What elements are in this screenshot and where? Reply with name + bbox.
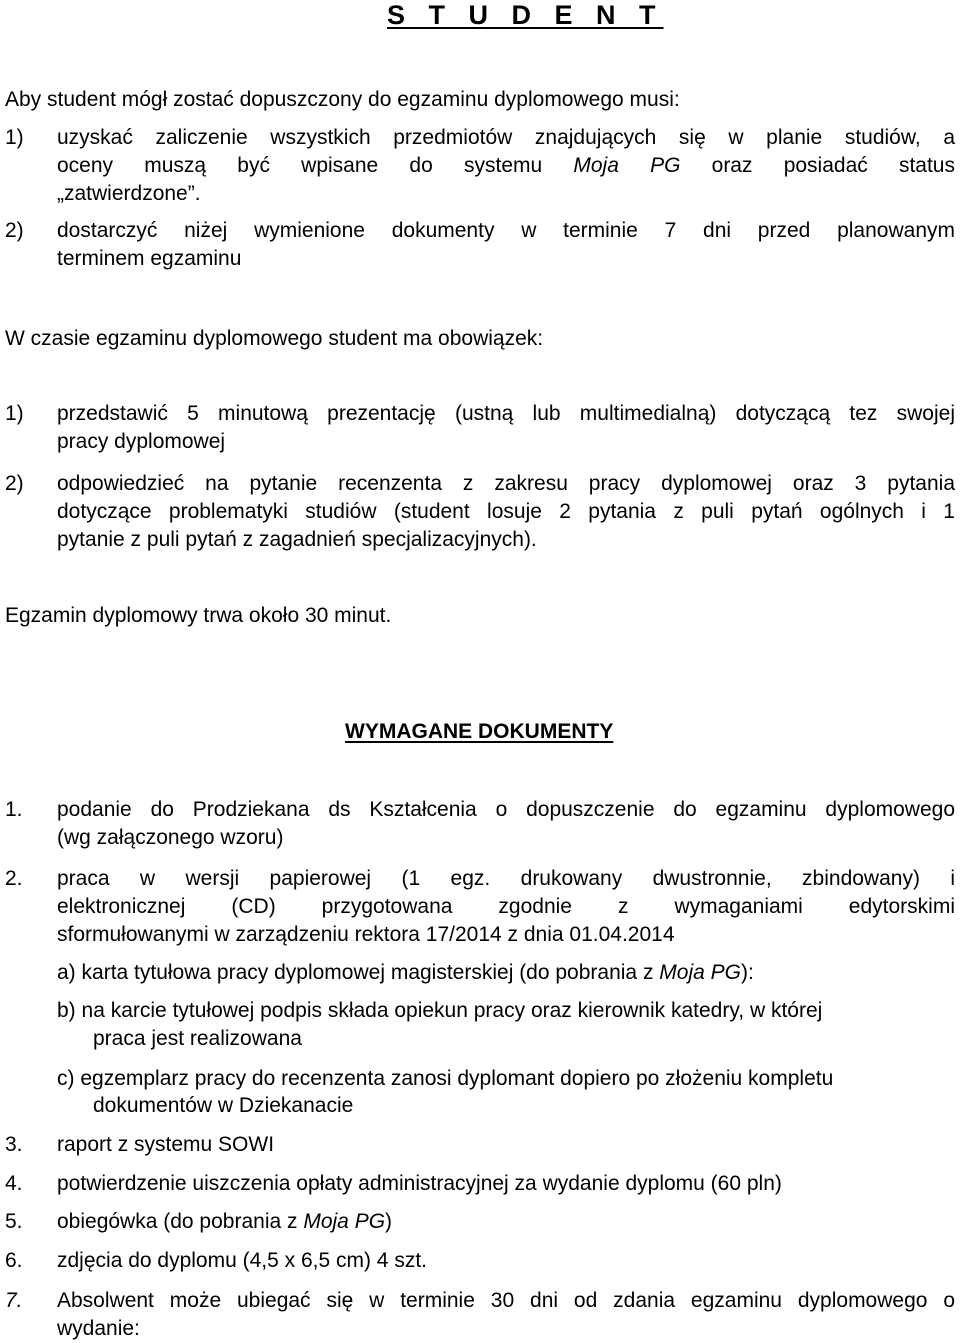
document-6: zdjęcia do dyplomu (4,5 x 6,5 cm) 4 szt. [57,1249,427,1272]
duty-1-line-2: pracy dyplomowej [57,430,226,453]
requirement-1-line-2: oceny muszą być wpisane do systemu Moja PG oraz posiadać status [57,154,955,177]
document-1-line-1: podanie do Prodziekana ds Kształcenia o dopuszczenie do egzaminu dyplomowego [57,798,955,821]
document-2-number: 2. [5,867,23,890]
document-6-number: 6. [5,1249,23,1272]
exam-duration: Egzamin dyplomowy trwa około 30 minut. [5,604,392,627]
document-1 [57,796,955,852]
duty-1 [57,400,955,456]
document-2-line-2: elektronicznej (CD) przygotowana zgodnie z wymaganiami edytorskimi [57,895,955,918]
document-2-sub-b-label-line: b) na karcie tytułowej podpis składa opiekun pracy oraz kierownik katedry, w której [57,999,823,1022]
required-documents-heading: WYMAGANE DOKUMENTY [345,720,614,743]
document-5: obiegówka (do pobrania z Moja PG) [57,1210,393,1233]
document-7-line-2: wydanie: [57,1317,140,1340]
duties-intro: W czasie egzaminu dyplomowego student ma obowiązek: [5,327,544,350]
duty-2 [57,470,955,554]
duty-1-number: 1) [5,402,24,425]
duty-1-line-1: przedstawić 5 minutową prezentację (ustną lub multimedialną) dotyczącą tez swojej [57,402,955,425]
document-4-number: 4. [5,1172,23,1195]
document-7-number: 7. [5,1289,23,1312]
duty-2-line-3: pytanie z puli pytań z zagadnień specjalizacyjnych). [57,528,537,551]
requirement-1-number: 1) [5,126,24,149]
document-1-number: 1. [5,798,23,821]
document-2-sub-c-label-line: c) egzemplarz pracy do recenzenta zanosi dyplomant dopiero po złożeniu kompletu [57,1067,834,1090]
duty-2-line-2: dotyczące problematyki studiów (student losuje 2 pytania z puli pytań ogólnych i 1 [57,500,955,523]
document-5-number: 5. [5,1210,23,1233]
document-2 [57,865,955,949]
duty-2-line-1: odpowiedzieć na pytanie recenzenta z zakresu pracy dyplomowej oraz 3 pytania [57,472,955,495]
duty-2-number: 2) [5,472,24,495]
requirement-2-number: 2) [5,219,24,242]
requirement-2-line-1: dostarczyć niżej wymienione dokumenty w terminie 7 dni przed planowanym [57,219,955,242]
requirement-2 [57,217,955,273]
document-2-line-1: praca w wersji papierowej (1 egz. drukowany dwustronnie, zbindowany) i [57,867,955,890]
document-2-line-3: sformułowanymi w zarządzeniu rektora 17/2014 z dnia 01.04.2014 [57,923,675,946]
document-7-line-1: Absolwent może ubiegać się w terminie 30 dni od zdania egzaminu dyplomowego o [57,1289,955,1312]
requirement-2-line-2: terminem egzaminu [57,247,242,270]
document-2-sub-a: a) karta tytułowa pracy dyplomowej magisterskiej (do pobrania z Moja PG): [57,961,754,984]
document-1-line-2: (wg załączonego wzoru) [57,826,284,849]
requirements-intro: Aby student mógł zostać dopuszczony do egzaminu dyplomowego musi: [5,88,680,111]
document-2-sub-c-line-2: dokumentów w Dziekanacie [93,1094,354,1117]
document-2-sub-b-line-2: praca jest realizowana [93,1027,302,1050]
document-7 [57,1287,955,1343]
requirement-1-line-3: „zatwierdzone”. [57,182,201,205]
document-4: potwierdzenie uiszczenia opłaty administracyjnej za wydanie dyplomu (60 pln) [57,1172,782,1195]
page-title: S T U D E N T [387,0,664,30]
document-3: raport z systemu SOWI [57,1133,275,1156]
requirement-1-line-1: uzyskać zaliczenie wszystkich przedmiotów znajdujących się w planie studiów, a [57,126,955,149]
requirement-1 [57,124,955,208]
document-3-number: 3. [5,1133,23,1156]
